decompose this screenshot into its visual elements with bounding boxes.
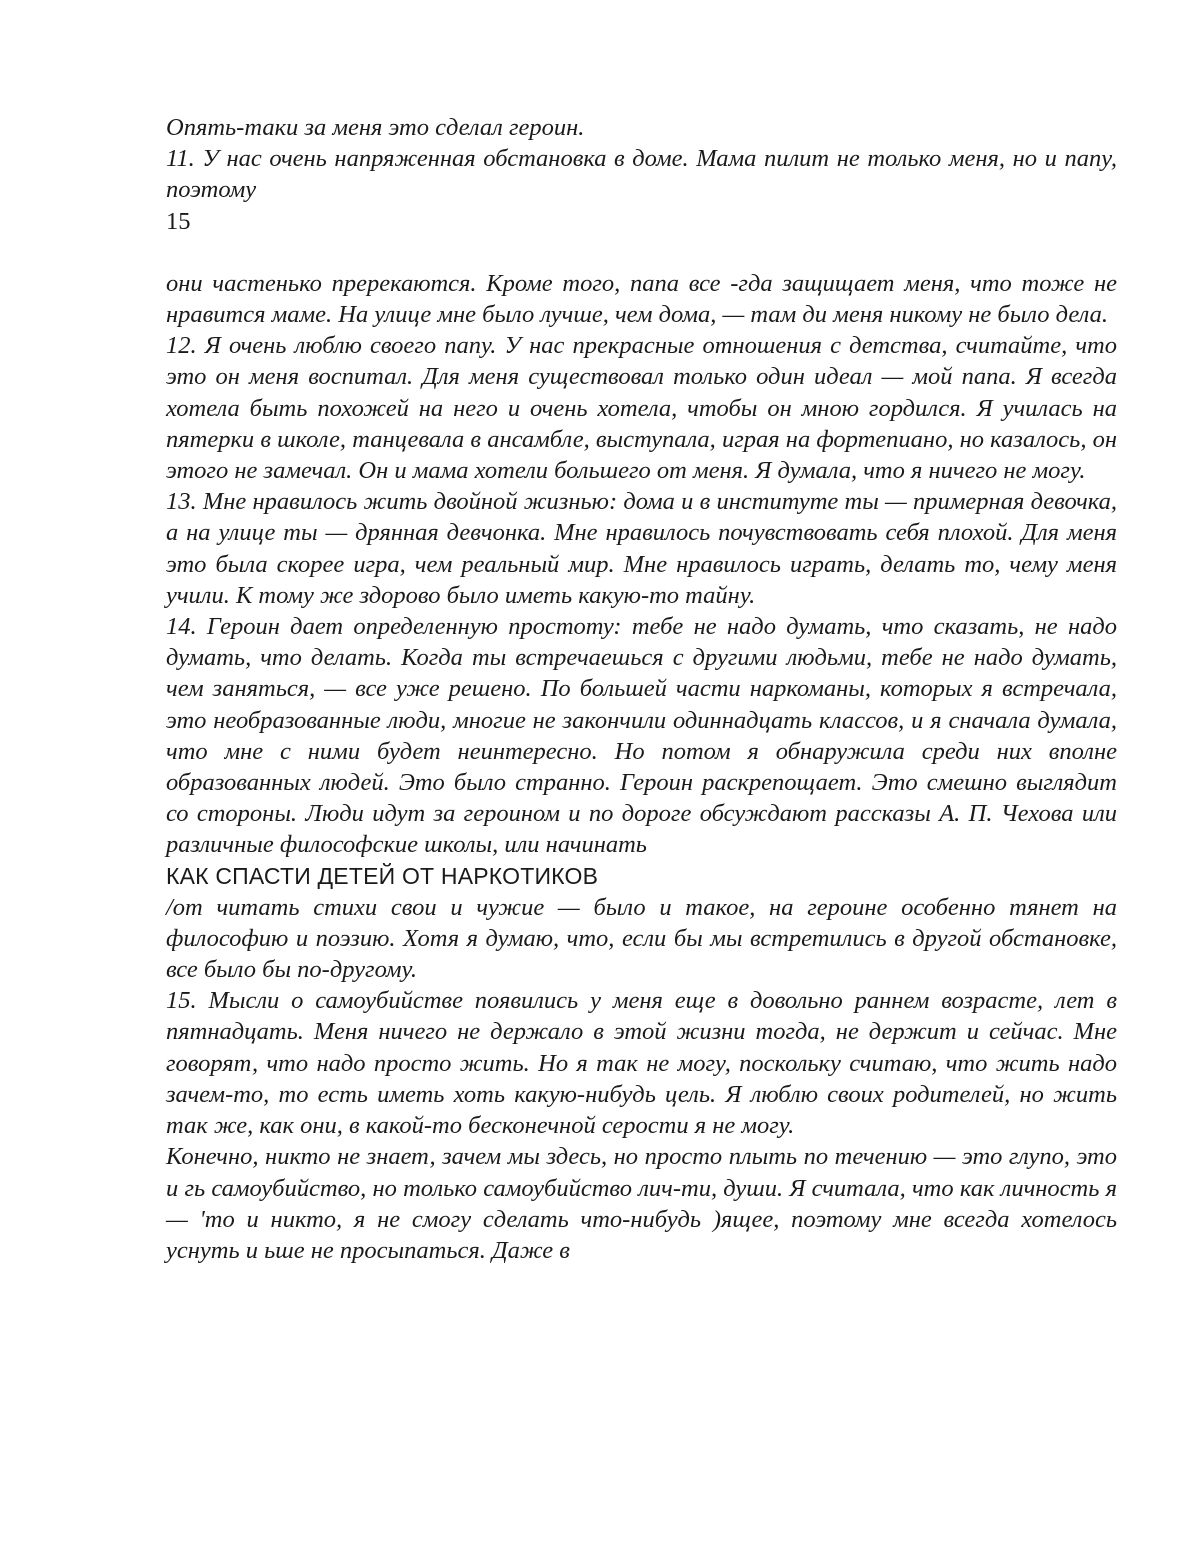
paragraph-2: 11. У нас очень напряженная обстановка в доме. Мама пилит не только меня, но и папу, поэтому <box>166 145 1117 204</box>
paragraph-4: 12. Я очень люблю своего папу. У нас прекрасные отношения с детства, считайте, что это он меня воспитал. Для меня существовал только один идеал — мой папа. Я всегда хотела быть похожей на него и очень хотела, чтобы он мною гордился. Я училась на пятерки в школе, танцевала в ансамбле, выступала, играя на фортепиано, но казалось, он этого не замечал. Он и мама хотели большего от меня. Я думала, что я ничего не могу. <box>166 332 1117 485</box>
paragraph-8: 15. Мысли о самоубийстве появились у меня еще в довольно раннем возрасте, лет в пятнадцать. Меня ничего не держало в этой жизни тогда, не держит и сейчас. Мне говорят, что надо просто жить. Но я так не могу, поскольку считаю, что жить надо зачем-то, то есть иметь хоть какую-нибудь цель. Я люблю своих родителей, но жить так же, как они, в какой-то бесконечной серости я не могу. <box>166 987 1117 1140</box>
paragraph-9: Конечно, никто не знает, зачем мы здесь, но просто плыть по течению — это глупо, это и гь самоубийство, но только самоубийство лич-ти, души. Я считала, что как личность я — 'то и никто, я не смогу сделать что-нибудь )ящее, поэтому мне всегда хотелось уснуть и ьше не просыпаться. Даже в <box>166 1143 1117 1264</box>
running-head: КАК СПАСТИ ДЕТЕЙ ОТ НАРКОТИКОВ <box>166 862 599 889</box>
paragraph-3: они частенько пререкаются. Кроме того, папа все -гда защищает меня, что тоже не нравится маме. На улице мне было лучше, чем дома, — там ди меня никому не было дела. <box>166 269 1117 329</box>
paragraph-1: Опять-таки за меня это сделал героин. <box>166 114 585 141</box>
paragraph-6: 14. Героин дает определенную простоту: тебе не надо думать, что сказать, не надо думать, что делать. Когда ты встречаешься с другими людьми, тебе не надо думать, чем заняться, — все уже решено. По большей части наркоманы, которых я встречала, это необразованные люди, многие не закончили одиннадцать классов, и я сначала думала, что мне с ними будет неинтересно. Но потом я обнаружила среди них вполне образованных людей. Это было странно. Героин раскрепощает. Это смешно выглядит со стороны. Люди идут за героином и по дороге обсуждают рассказы А. П. Чехова или различные философские школы, или начинать <box>166 613 1117 859</box>
paragraph-7: /от читать стихи свои и чужие — было и такое, на героине особенно тянет на философию и поэзию. Хотя я думаю, что, если бы мы встретились в другой обстановке, все было бы по-другому. <box>166 893 1117 984</box>
page-number: 15 <box>166 207 191 235</box>
paragraph-5: 13. Мне нравилось жить двойной жизнью: дома и в институте ты — примерная девочка, а на улице ты — дрянная девчонка. Мне нравилось почувствовать себя плохой. Для меня это была скорее игра, чем реальный мир. Мне нравилось играть, делать то, чему меня учили. К тому же здорово было иметь какую-то тайну. <box>166 488 1117 609</box>
document-page <box>166 112 1117 1266</box>
